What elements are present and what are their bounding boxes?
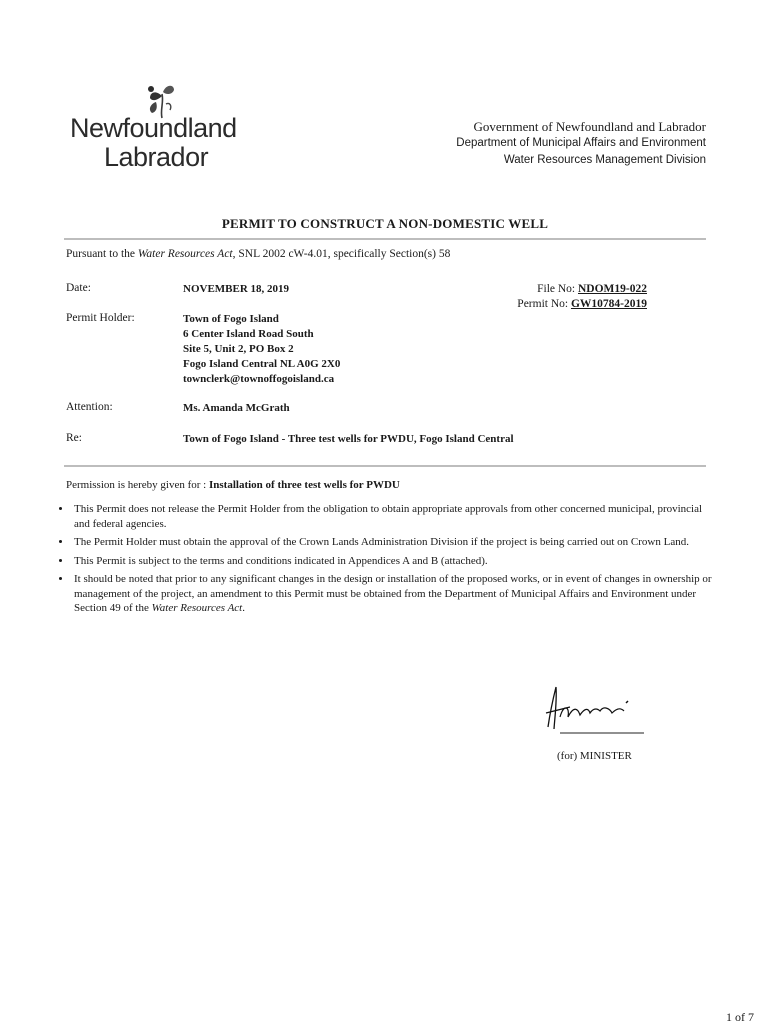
department-name: Department of Municipal Affairs and Environment [456, 137, 706, 149]
page-number: 1 of 7 [726, 1010, 754, 1024]
permit-holder-address [183, 312, 340, 387]
minister-signature [540, 683, 650, 739]
nl-government-logo [70, 80, 245, 172]
condition-item: • This Permit is subject to the terms and conditions indicated in Appendices A and B (attached). [72, 554, 720, 569]
file-no-value: NDOM19-022 [578, 283, 647, 295]
address-line: townclerk@townoffogoisland.ca [183, 373, 335, 385]
division-name: Water Resources Management Division [503, 154, 706, 166]
government-name: Government of Newfoundland and Labrador [473, 119, 706, 134]
condition-act-name: Water Resources Act [151, 602, 243, 614]
address-line: Site 5, Unit 2, PO Box 2 [183, 343, 294, 355]
condition-item [72, 572, 720, 616]
attention-label: Attention: [66, 401, 113, 413]
pursuant-statement [66, 248, 450, 260]
permit-no-row [517, 297, 647, 312]
condition-item: • The Permit Holder must obtain the approval of the Crown Lands Administration Division if the project is being carried out on Crown Land. [72, 535, 720, 550]
document-title: PERMIT TO CONSTRUCT A NON-DOMESTIC WELL [221, 216, 549, 231]
pursuant-prefix: Pursuant to the [66, 248, 138, 260]
permit-no-value: GW10784-2019 [570, 298, 647, 310]
address-line: 6 Center Island Road South [183, 328, 314, 340]
permit-no-label: Permit No: [517, 298, 569, 310]
permission-value: Installation of three test wells for PWDU [208, 479, 400, 491]
pursuant-suffix: , SNL 2002 cW-4.01, specifically Section(s) 58 [232, 248, 451, 260]
condition-item: • This Permit does not release the Permit Holder from the obligation to obtain appropriate approvals from other concerned municipal, provincial and federal agencies. [72, 502, 720, 531]
file-no-row [517, 282, 647, 297]
address-line: Town of Fogo Island [183, 313, 279, 325]
address-line: Fogo Island Central NL A0G 2X0 [183, 358, 341, 370]
re-label: Re: [66, 432, 82, 444]
signature-caption: (for) MINISTER [557, 750, 632, 762]
permit-holder-label: Permit Holder: [66, 312, 135, 324]
pursuant-act-name: Water Resources Act [137, 248, 233, 260]
logo-text-labrador: Labrador [104, 142, 209, 172]
logo-text-newfoundland: Newfoundland [70, 113, 237, 143]
permission-prefix: Permission is hereby given for : [66, 479, 209, 491]
condition-end: . [242, 602, 245, 614]
date-value: NOVEMBER 18, 2019 [183, 283, 290, 295]
permission-statement [66, 479, 400, 491]
file-permit-numbers [517, 282, 647, 312]
file-no-label: File No: [537, 283, 576, 295]
attention-value: Ms. Amanda McGrath [183, 402, 290, 414]
divider [64, 465, 706, 467]
agency-header [456, 118, 706, 169]
conditions-list [60, 502, 720, 620]
condition-text: It should be noted that prior to any significant changes in the design or installation of the proposed works, or in event of changes in ownership or management of the project, an amendment to this Permit must be obtained from the Department of Municipal Affairs and Environment under Section 49 of the [74, 573, 712, 614]
divider [64, 238, 706, 240]
re-value: Town of Fogo Island - Three test wells for PWDU, Fogo Island Central [183, 433, 514, 445]
date-label: Date: [66, 282, 91, 294]
